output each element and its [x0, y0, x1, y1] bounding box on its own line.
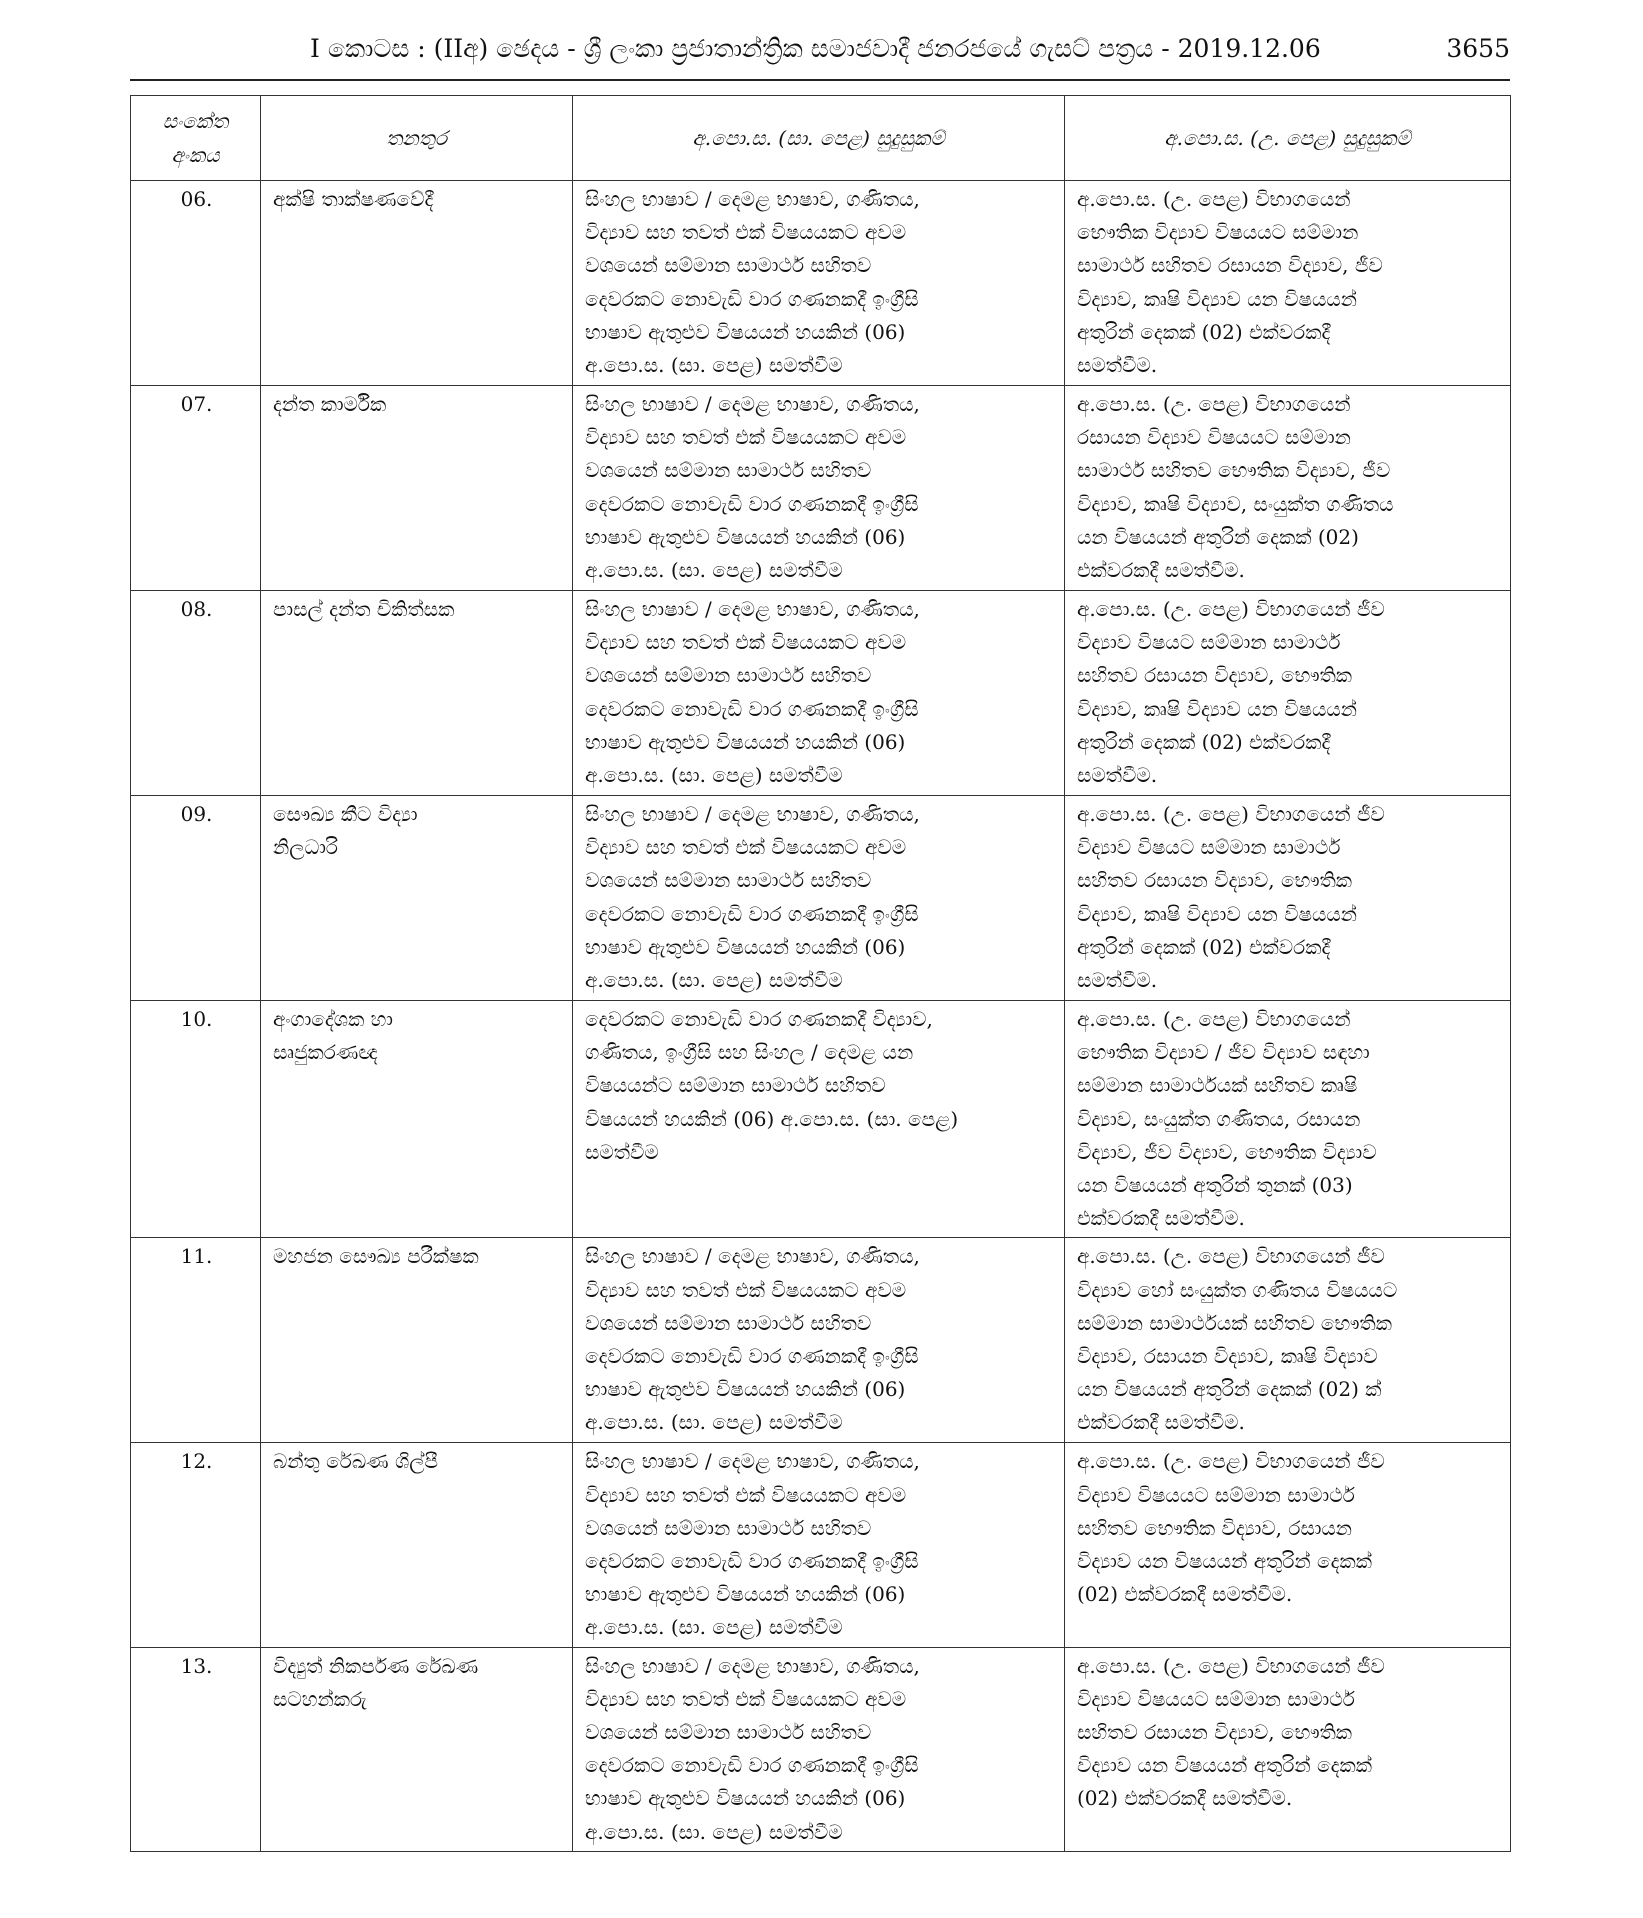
al-qualification: අ.පො.ස. (උ. පෙළ) විභාගයෙන් ජීව විද්‍යාව විෂයට සම්මාන සාමාර්ථ සහිතව රසායන විද්‍යාව, භෞතික විද්‍යාව, කෘෂි විද්‍යාව යන විෂයයන් අතුරින් දෙකක් (02) එක්වරකදී සමත්වීම.: [1065, 591, 1511, 796]
ol-qualification: සිංහල භාෂාව / දෙමළ භාෂාව, ගණිතය, විද්‍යාව සහ තවත් එක් විෂයයකට අවම වශයෙන් සම්මාන සාමාර්ථ සහිතව දෙවරකට නොවැඩි වාර ගණනකදී ඉංග්‍රීසි භාෂාව ඇතුළුව විෂයයන් හයකින් (06) අ.පො.ස. (සා. පෙළ) සමත්වීම: [573, 1238, 1065, 1443]
table-row: [131, 1001, 1511, 1238]
al-qualification: අ.පො.ස. (උ. පෙළ) විභාගයෙන් භෞතික විද්‍යාව / ජීව විද්‍යාව සඳහා සම්මාන සාමාර්ථයක් සහිතව කෘෂි විද්‍යාව, සංයුක්ත ගණිතය, රසායන විද්‍යාව, ජීව විද්‍යාව, භෞතික විද්‍යාව යන විෂයයන් අතුරින් තුනක් (03) එක්වරකදී සමත්වීම.: [1065, 1001, 1511, 1238]
code-number: 11.: [131, 1238, 261, 1443]
ol-qualification: දෙවරකට නොවැඩි වාර ගණනකදී විද්‍යාව, ගණිතය, ඉංග්‍රීසි සහ සිංහල / දෙමළ යන විෂයයන්ට සම්මාන සාමාර්ථ සහිතව විෂයයන් හයකින් (06) අ.පො.ස. (සා. පෙළ) සමත්වීම: [573, 1001, 1065, 1238]
post-name: බන්තු රේඛණ ශිල්පී: [261, 1443, 573, 1647]
page-number: 3655: [1446, 34, 1510, 63]
table-row: [131, 591, 1511, 796]
table-row: [131, 181, 1511, 386]
post-name: විද්‍යුත් නිකර්පණ රේඛණ සටහන්කරු: [261, 1647, 573, 1851]
ol-qualification: සිංහල භාෂාව / දෙමළ භාෂාව, ගණිතය, විද්‍යාව සහ තවත් එක් විෂයයකට අවම වශයෙන් සම්මාන සාමාර්ථ සහිතව දෙවරකට නොවැඩි වාර ගණනකදී ඉංග්‍රීසි භාෂාව ඇතුළුව විෂයයන් හයකින් (06) අ.පො.ස. (සා. පෙළ) සමත්වීම: [573, 796, 1065, 1001]
qualifications-table: [130, 95, 1511, 1852]
code-number: 06.: [131, 181, 261, 386]
column-header-post: තනතුර: [261, 96, 573, 181]
code-number: 09.: [131, 796, 261, 1001]
al-qualification: අ.පො.ස. (උ. පෙළ) විභාගයෙන් භෞතික විද්‍යාව විෂයයට සම්මාන සාමාර්ථ සහිතව රසායන විද්‍යාව, ජීව විද්‍යාව, කෘෂි විද්‍යාව යන විෂයයන් අතුරින් දෙකක් (02) එක්වරකදී සමත්වීම.: [1065, 181, 1511, 386]
ol-qualification: සිංහල භාෂාව / දෙමළ භාෂාව, ගණිතය, විද්‍යාව සහ තවත් එක් විෂයයකට අවම වශයෙන් සම්මාන සාමාර්ථ සහිතව දෙවරකට නොවැඩි වාර ගණනකදී ඉංග්‍රීසි භාෂාව ඇතුළුව විෂයයන් හයකින් (06) අ.පො.ස. (සා. පෙළ) සමත්වීම: [573, 1443, 1065, 1647]
page-header: [130, 30, 1510, 74]
code-number: 10.: [131, 1001, 261, 1238]
code-number: 13.: [131, 1647, 261, 1851]
table-row: [131, 1238, 1511, 1443]
post-name: සෞඛ්‍ය කීට විද්‍යා නිලධාරි: [261, 796, 573, 1001]
table-row: [131, 1443, 1511, 1647]
ol-qualification: සිංහල භාෂාව / දෙමළ භාෂාව, ගණිතය, විද්‍යාව සහ තවත් එක් විෂයයකට අවම වශයෙන් සම්මාන සාමාර්ථ සහිතව දෙවරකට නොවැඩි වාර ගණනකදී ඉංග්‍රීසි භාෂාව ඇතුළුව විෂයයන් හයකින් (06) අ.පො.ස. (සා. පෙළ) සමත්වීම: [573, 1647, 1065, 1851]
table-row: [131, 1647, 1511, 1851]
post-name: මහජන සෞඛ්‍ය පරීක්ෂක: [261, 1238, 573, 1443]
table-row: [131, 796, 1511, 1001]
column-header-ol: අ.පො.ස. (සා. පෙළ) සුදුසුකම්: [573, 96, 1065, 181]
ol-qualification: සිංහල භාෂාව / දෙමළ භාෂාව, ගණිතය, විද්‍යාව සහ තවත් එක් විෂයයකට අවම වශයෙන් සම්මාන සාමාර්ථ සහිතව දෙවරකට නොවැඩි වාර ගණනකදී ඉංග්‍රීසි භාෂාව ඇතුළුව විෂයයන් හයකින් (06) අ.පො.ස. (සා. පෙළ) සමත්වීම: [573, 181, 1065, 386]
post-name: අංගාදේශක හා සෘජුකරණඥ: [261, 1001, 573, 1238]
code-number: 12.: [131, 1443, 261, 1647]
al-qualification: අ.පො.ස. (උ. පෙළ) විභාගයෙන් ජීව විද්‍යාව විෂයයට සම්මාන සාමාර්ථ සහිතව භෞතික විද්‍යාව, රසායන විද්‍යාව යන විෂයයන් අතුරින් දෙකක් (02) එක්වරකදී සමත්වීම.: [1065, 1443, 1511, 1647]
al-qualification: අ.පො.ස. (උ. පෙළ) විභාගයෙන් ජීව විද්‍යාව විෂයට සම්මාන සාමාර්ථ සහිතව රසායන විද්‍යාව, භෞතික විද්‍යාව, කෘෂි විද්‍යාව යන විෂයයන් අතුරින් දෙකක් (02) එක්වරකදී සමත්වීම.: [1065, 796, 1511, 1001]
code-number: 07.: [131, 386, 261, 591]
table-header-row: [131, 96, 1511, 181]
post-name: පාසල් දන්ත චිකිත්සක: [261, 591, 573, 796]
gazette-title: I කොටස : (IIඅ) ඡෙදය - ශ්‍රී ලංකා ප්‍රජාතාන්ත්‍රික සමාජවාදී ජනරජයේ ගැසට් පත්‍රය - 2019.12.06: [310, 34, 1321, 63]
column-header-code: සංකේත අංකය: [131, 96, 261, 181]
table-row: [131, 386, 1511, 591]
code-number: 08.: [131, 591, 261, 796]
al-qualification: අ.පො.ස. (උ. පෙළ) විභාගයෙන් ජීව විද්‍යාව හෝ සංයුක්ත ගණිතය විෂයයට සම්මාන සාමාර්ථයක් සහිතව භෞතික විද්‍යාව, රසායන විද්‍යාව, කෘෂි විද්‍යාව යන විෂයයන් අතුරින් දෙකක් (02) ක් එක්වරකදී සමත්වීම.: [1065, 1238, 1511, 1443]
header-rule: [130, 79, 1510, 81]
column-header-al: අ.පො.ස. (උ. පෙළ) සුදුසුකම්: [1065, 96, 1511, 181]
ol-qualification: සිංහල භාෂාව / දෙමළ භාෂාව, ගණිතය, විද්‍යාව සහ තවත් එක් විෂයයකට අවම වශයෙන් සම්මාන සාමාර්ථ සහිතව දෙවරකට නොවැඩි වාර ගණනකදී ඉංග්‍රීසි භාෂාව ඇතුළුව විෂයයන් හයකින් (06) අ.පො.ස. (සා. පෙළ) සමත්වීම: [573, 591, 1065, 796]
post-name: අක්ෂි තාක්ෂණවේදී: [261, 181, 573, 386]
al-qualification: අ.පො.ස. (උ. පෙළ) විභාගයෙන් රසායන විද්‍යාව විෂයයට සම්මාන සාමාර්ථ සහිතව භෞතික විද්‍යාව, ජීව විද්‍යාව, කෘෂි විද්‍යාව, සංයුක්ත ගණිතය යන විෂයයන් අතුරින් දෙකක් (02) එක්වරකදී සමත්වීම.: [1065, 386, 1511, 591]
post-name: දන්ත කාර්මික: [261, 386, 573, 591]
ol-qualification: සිංහල භාෂාව / දෙමළ භාෂාව, ගණිතය, විද්‍යාව සහ තවත් එක් විෂයයකට අවම වශයෙන් සම්මාන සාමාර්ථ සහිතව දෙවරකට නොවැඩි වාර ගණනකදී ඉංග්‍රීසි භාෂාව ඇතුළුව විෂයයන් හයකින් (06) අ.පො.ස. (සා. පෙළ) සමත්වීම: [573, 386, 1065, 591]
al-qualification: අ.පො.ස. (උ. පෙළ) විභාගයෙන් ජීව විද්‍යාව විෂයයට සම්මාන සාමාර්ථ සහිතව රසායන විද්‍යාව, භෞතික විද්‍යාව යන විෂයයන් අතුරින් දෙකක් (02) එක්වරකදී සමත්වීම.: [1065, 1647, 1511, 1851]
